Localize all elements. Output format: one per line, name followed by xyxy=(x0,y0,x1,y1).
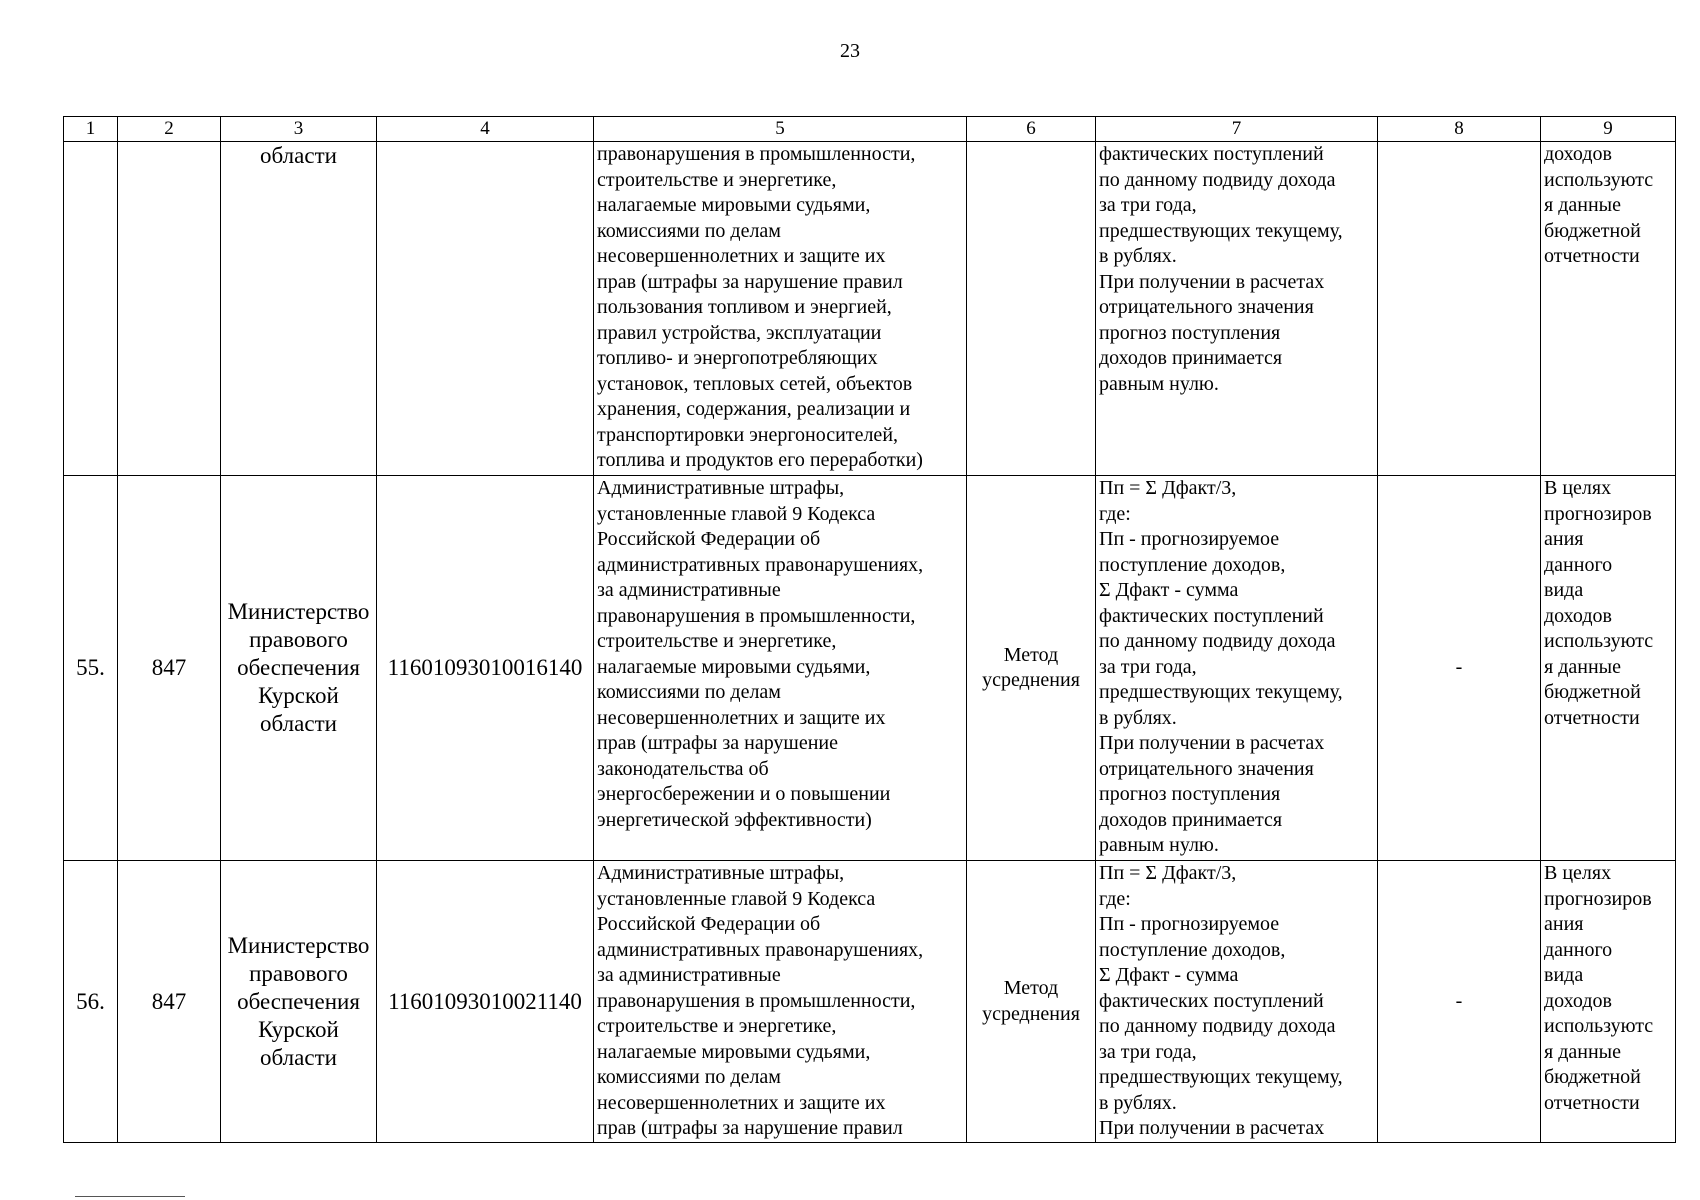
column-number: 7 xyxy=(1096,117,1378,142)
column-number: 1 xyxy=(64,117,118,142)
footnote-divider xyxy=(75,1196,185,1197)
administrator-cell: Министерство правового обеспечения Курской области xyxy=(221,861,377,1143)
kbk-cell: 11601093010021140 xyxy=(377,861,594,1143)
page-number: 23 xyxy=(840,40,860,62)
description-cell: Административные штрафы, установленные главой 9 Кодекса Российской Федерации об административных правонарушениях, за административные правонарушения в промышленности, строительстве и энергетике, налагаемые мировыми судьями, комиссиями по делам несовершеннолетних и защите их прав (штрафы за нарушение правил xyxy=(594,861,967,1143)
column-number: 4 xyxy=(377,117,594,142)
method-cell: Метод усреднения xyxy=(967,476,1096,861)
table-row xyxy=(64,476,1676,861)
administrator-cell: области xyxy=(221,142,377,476)
column-number: 6 xyxy=(967,117,1096,142)
method-cell xyxy=(967,142,1096,476)
column-number: 5 xyxy=(594,117,967,142)
column8-cell: - xyxy=(1378,861,1541,1143)
table-row xyxy=(64,142,1676,476)
data-source-cell: В целях прогнозиров ания данного вида доходов используютс я данные бюджетной отчетности xyxy=(1541,861,1676,1143)
admin-code-cell: 847 xyxy=(118,861,221,1143)
row-number-cell: 55. xyxy=(64,476,118,861)
admin-code-cell: 847 xyxy=(118,476,221,861)
column-number: 2 xyxy=(118,117,221,142)
row-number-cell xyxy=(64,142,118,476)
method-cell: Метод усреднения xyxy=(967,861,1096,1143)
kbk-cell xyxy=(377,142,594,476)
column8-cell: - xyxy=(1378,476,1541,861)
administrator-cell: Министерство правового обеспечения Курской области xyxy=(221,476,377,861)
revenue-forecast-table xyxy=(63,116,1676,1143)
column-number: 3 xyxy=(221,117,377,142)
row-number-cell: 56. xyxy=(64,861,118,1143)
column8-cell xyxy=(1378,142,1541,476)
formula-cell: Пп = Σ Дфакт/3, где: Пп - прогнозируемое поступление доходов, Σ Дфакт - сумма фактических поступлений по данному подвиду дохода за три года, предшествующих текущему, в рублях. При получении в расчетах xyxy=(1096,861,1378,1143)
admin-code-cell xyxy=(118,142,221,476)
formula-cell: Пп = Σ Дфакт/3, где: Пп - прогнозируемое поступление доходов, Σ Дфакт - сумма фактических поступлений по данному подвиду дохода за три года, предшествующих текущему, в рублях. При получении в расчетах отрицательного значения прогноз поступления доходов принимается равным нулю. xyxy=(1096,476,1378,861)
description-cell: Административные штрафы, установленные главой 9 Кодекса Российской Федерации об административных правонарушениях, за административные правонарушения в промышленности, строительстве и энергетике, налагаемые мировыми судьями, комиссиями по делам несовершеннолетних и защите их прав (штрафы за нарушение законодательства об энергосбережении и о повышении энергетической эффективности) xyxy=(594,476,967,861)
column-number: 8 xyxy=(1378,117,1541,142)
formula-cell: фактических поступлений по данному подвиду дохода за три года, предшествующих текущему, в рублях. При получении в расчетах отрицательного значения прогноз поступления доходов принимается равным нулю. xyxy=(1096,142,1378,476)
data-source-cell: доходов используютс я данные бюджетной отчетности xyxy=(1541,142,1676,476)
column-number-row xyxy=(64,117,1676,142)
data-source-cell: В целях прогнозиров ания данного вида доходов используютс я данные бюджетной отчетности xyxy=(1541,476,1676,861)
kbk-cell: 11601093010016140 xyxy=(377,476,594,861)
column-number: 9 xyxy=(1541,117,1676,142)
table-row xyxy=(64,861,1676,1143)
description-cell: правонарушения в промышленности, строительстве и энергетике, налагаемые мировыми судьями, комиссиями по делам несовершеннолетних и защите их прав (штрафы за нарушение правил пользования топливом и энергией, правил устройства, эксплуатации топливо- и энергопотребляющих установок, тепловых сетей, объектов хранения, содержания, реализации и транспортировки энергоносителей, топлива и продуктов его переработки) xyxy=(594,142,967,476)
